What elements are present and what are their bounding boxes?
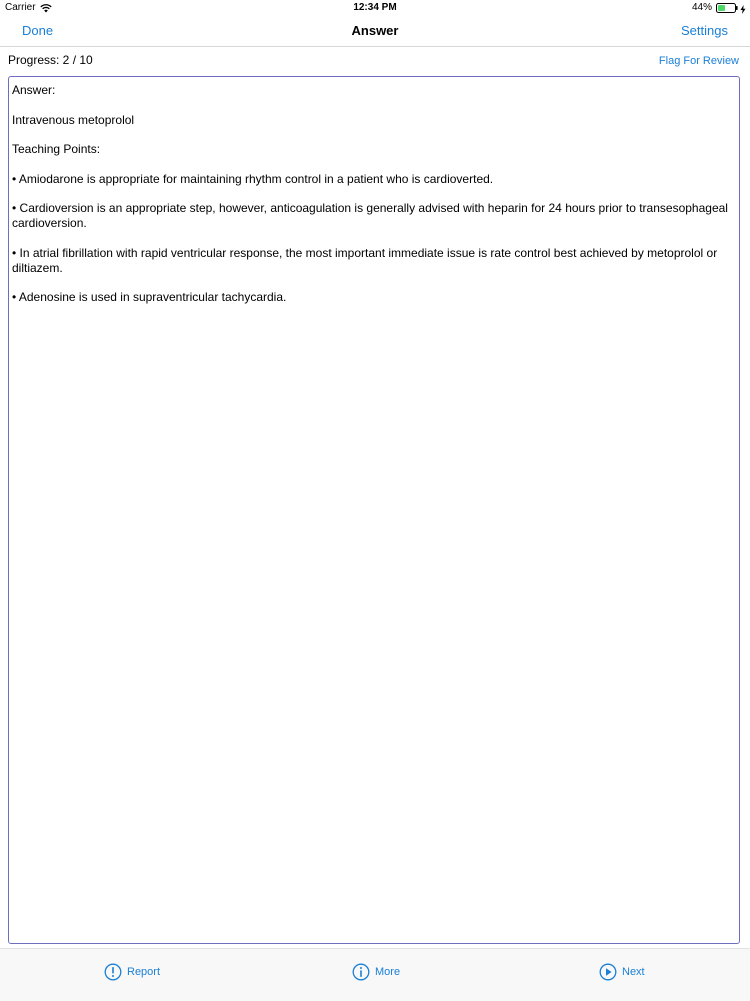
next-button[interactable] <box>599 963 645 981</box>
report-button[interactable] <box>104 963 160 981</box>
exclamation-circle-icon <box>104 963 127 981</box>
charging-bolt-icon <box>740 4 746 13</box>
teaching-point: • Amiodarone is appropriate for maintaining rhythm control in a patient who is cardioverted. <box>12 171 494 186</box>
battery-percentage: 44% <box>691 2 712 13</box>
answer-text-area[interactable] <box>8 76 740 944</box>
settings-button[interactable]: Settings <box>681 23 728 38</box>
navigation-bar <box>0 16 750 47</box>
teaching-point: • In atrial fibrillation with rapid ventricular response, the most important immediate issue is rate control best achieved by metoprolol or diltiazem. <box>12 245 718 275</box>
flag-for-review-button[interactable]: Flag For Review <box>658 55 739 67</box>
answer-header: Answer: <box>12 83 56 97</box>
status-right <box>692 0 746 16</box>
teaching-points-header: Teaching Points: <box>12 142 101 156</box>
battery-icon <box>716 3 738 13</box>
next-label: Next <box>622 966 645 978</box>
teaching-point: • Adenosine is used in supraventricular tachycardia. <box>12 290 287 304</box>
page-title: Answer <box>351 23 399 38</box>
info-circle-icon <box>352 963 375 981</box>
carrier-label: Carrier <box>5 2 36 13</box>
answer-text: Intravenous metoprolol <box>12 112 135 127</box>
progress-indicator: Progress: 2 / 10 <box>8 53 93 67</box>
done-button[interactable]: Done <box>22 23 54 38</box>
progress-row <box>0 53 750 71</box>
teaching-point: • Cardioversion is an appropriate step, however, anticoagulation is generally advised with heparin for 24 hours prior to transesophageal cardioversion. <box>12 201 728 230</box>
more-button[interactable] <box>352 963 400 981</box>
more-label: More <box>375 966 401 978</box>
report-label: Report <box>127 966 161 978</box>
bottom-toolbar <box>0 948 750 1001</box>
play-circle-icon <box>599 963 622 981</box>
status-time: 12:34 PM <box>353 2 397 13</box>
status-bar <box>0 0 750 16</box>
